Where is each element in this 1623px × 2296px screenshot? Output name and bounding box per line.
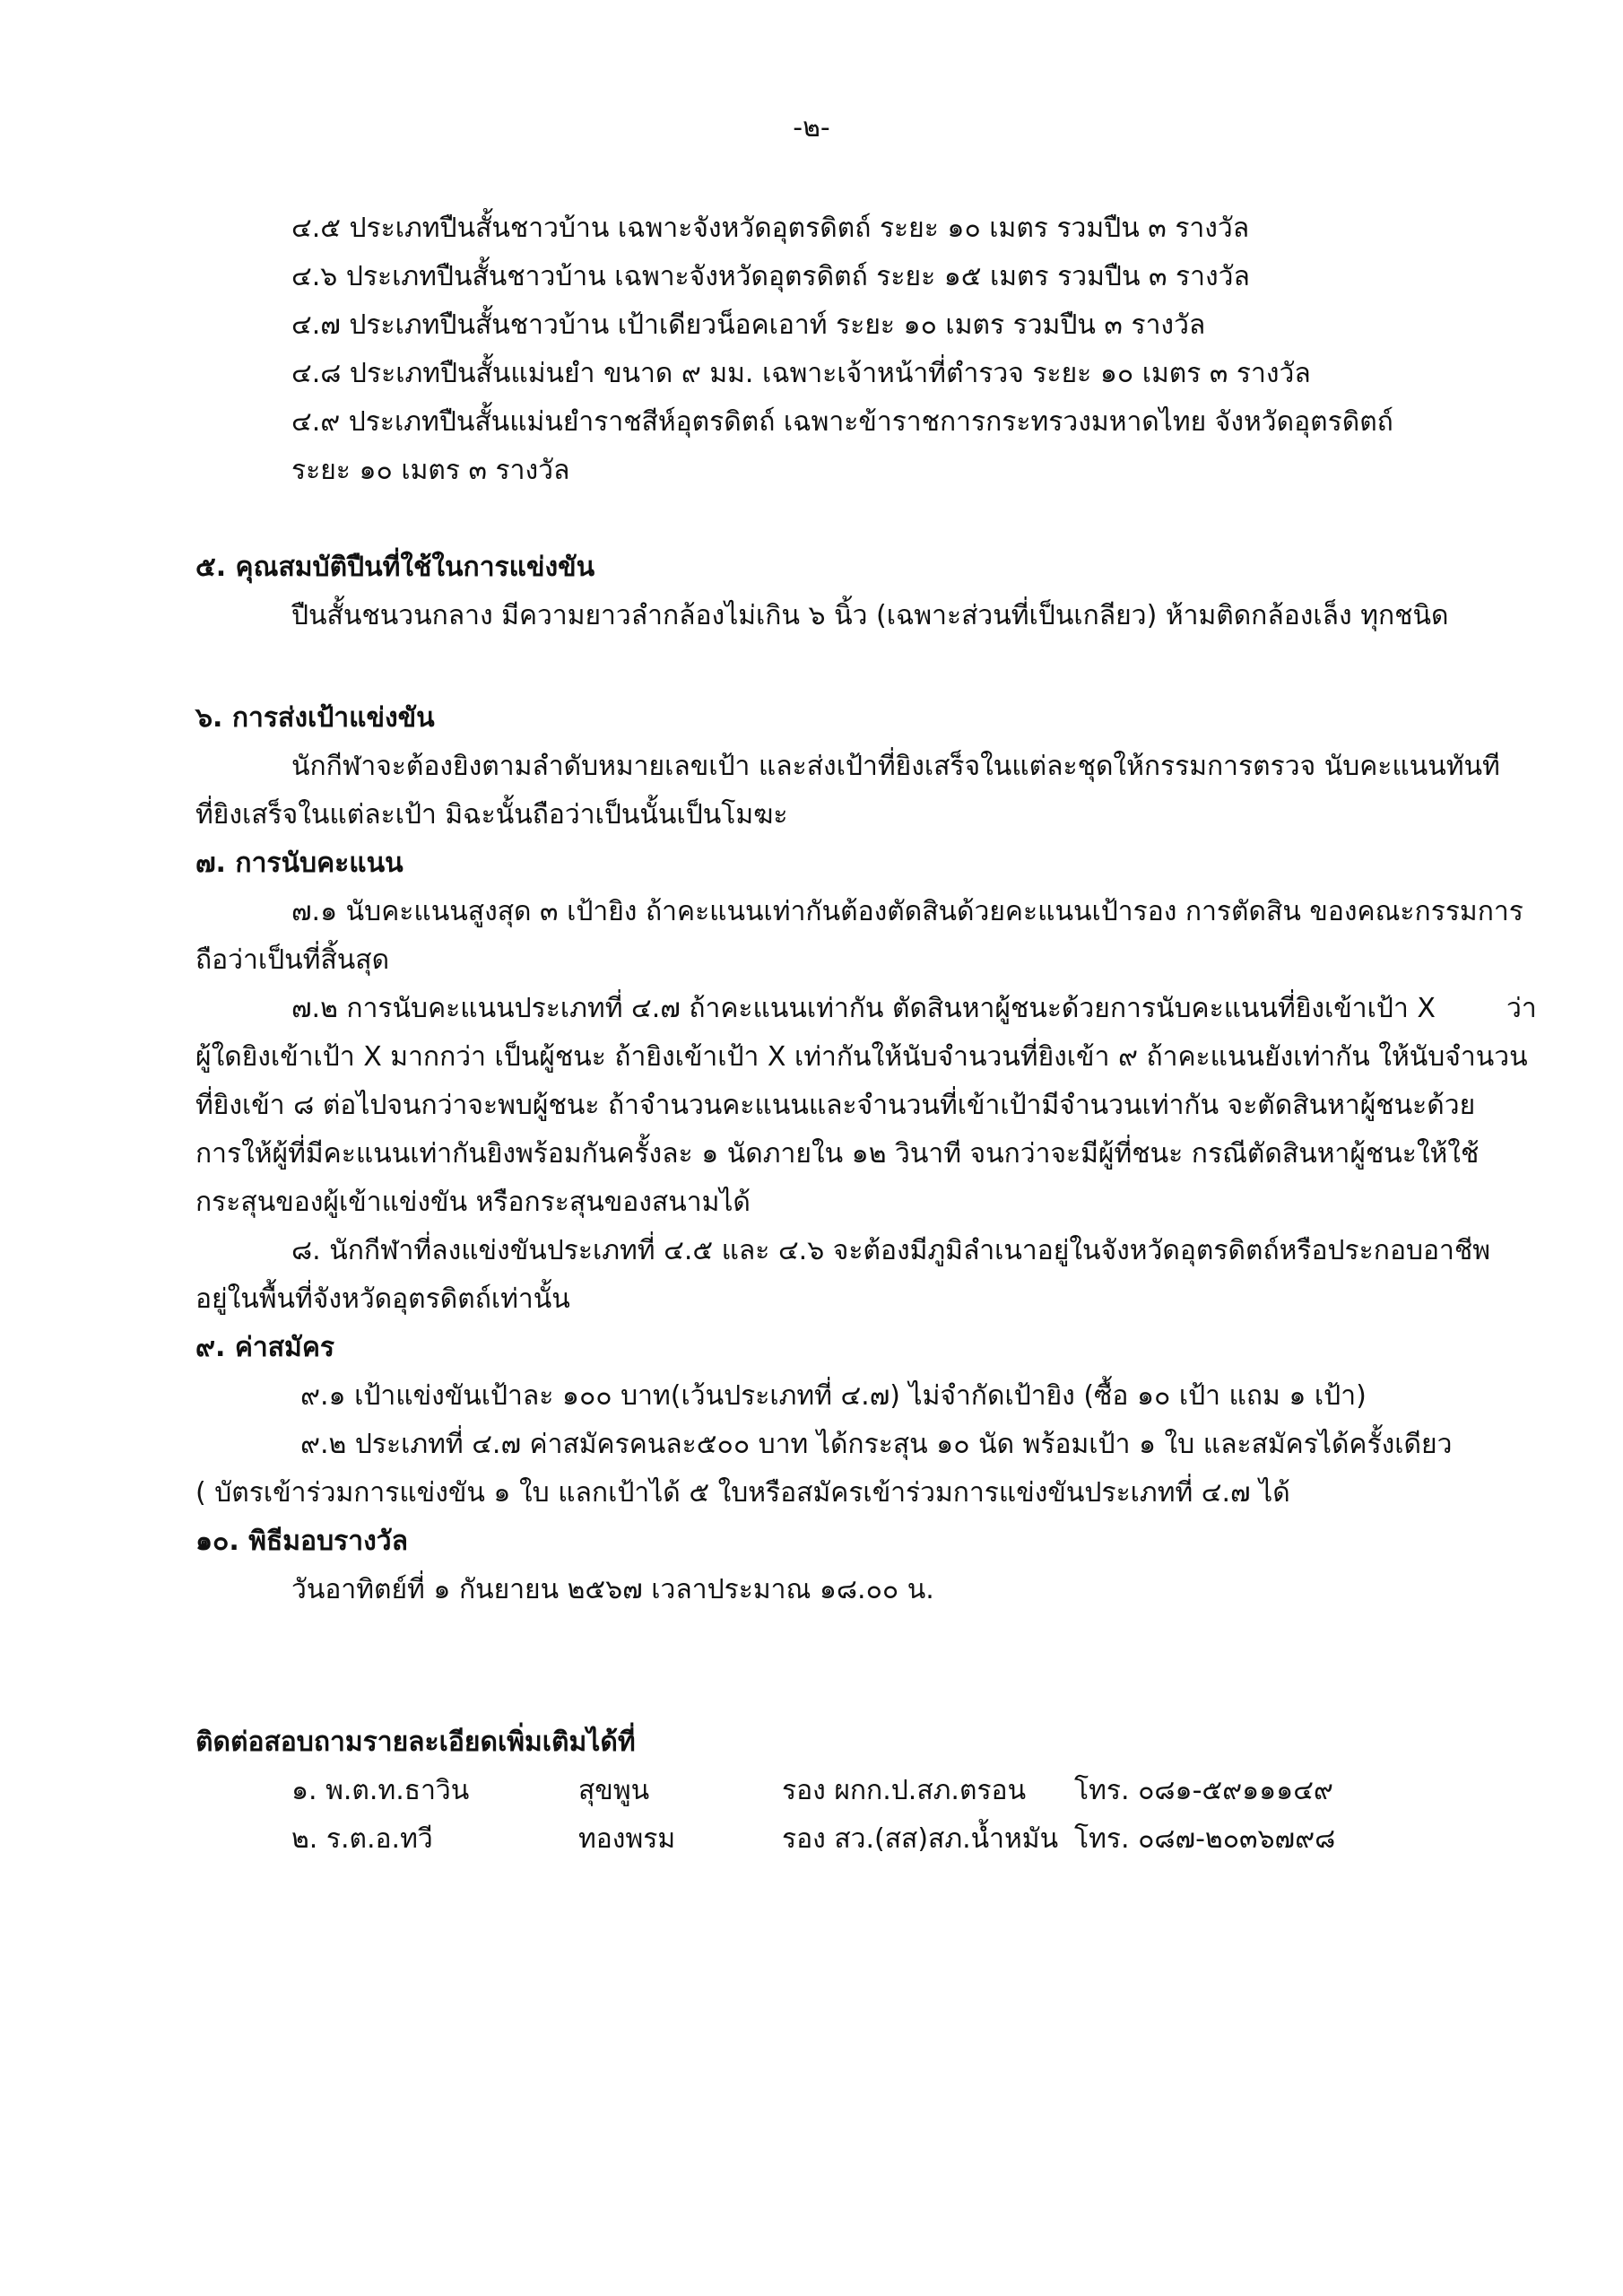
category-item-continued: ระยะ ๑๐ เมตร ๓ รางวัล (291, 455, 570, 486)
contact-surname: ทองพรม (578, 1823, 676, 1855)
section-5-heading: ๕. คุณสมบัติปืนที่ใช้ในการแข่งขัน (195, 552, 595, 583)
section-7-1-line: ถือว่าเป็นที่สิ้นสุด (195, 944, 390, 976)
section-10-heading: ๑๐. พิธีมอบรางวัล (195, 1526, 408, 1557)
section-8-line: อยู่ในพื้นที่จังหวัดอุตรดิตถ์เท่านั้น (195, 1283, 570, 1315)
section-9-line: ๙.๒ ประเภทที่ ๔.๗ ค่าสมัครคนละ๕๐๐ บาท ได้กระสุน ๑๐ นัด พร้อมเป้า ๑ ใบ และสมัครได้ครั้งเดียว (300, 1429, 1453, 1460)
section-7-heading: ๗. การนับคะแนน (195, 848, 404, 879)
section-10-body: วันอาทิตย์ที่ ๑ กันยายน ๒๕๖๗ เวลาประมาณ ๑๘.๐๐ น. (291, 1574, 934, 1605)
contact-name: ๑. พ.ต.ท.ธาวิน (291, 1775, 470, 1806)
section-6-line: นักกีฬาจะต้องยิงตามลำดับหมายเลขเป้า และส่งเป้าที่ยิงเสร็จในแต่ละชุดให้กรรมการตรวจ นับคะแนนทันที (291, 751, 1500, 782)
section-7-2-line: การให้ผู้ที่มีคะแนนเท่ากันยิงพร้อมกันครั้งละ ๑ นัดภายใน ๑๒ วินาที จนกว่าจะมีผู้ที่ชนะ กรณีตัดสินหาผู้ชนะให้ใช้ (195, 1138, 1480, 1170)
contact-phone: โทร. ๐๘๗-๒๐๓๖๗๙๘ (1074, 1823, 1336, 1855)
contact-position: รอง สว.(สส)สภ.น้ำหมัน (782, 1823, 1059, 1855)
contact-position: รอง ผกก.ป.สภ.ตรอน (782, 1775, 1027, 1806)
contact-phone: โทร. ๐๘๑-๕๙๑๑๑๔๙ (1074, 1775, 1333, 1806)
category-item: ๔.๙ ประเภทปืนสั้นแม่นยำราชสีห์อุตรดิตถ์ เฉพาะข้าราชการกระทรวงมหาดไทย จังหวัดอุตรดิตถ์ (291, 406, 1393, 438)
section-8-line: ๘. นักกีฬาที่ลงแข่งขันประเภทที่ ๔.๕ และ ๔.๖ จะต้องมีภูมิลำเนาอยู่ในจังหวัดอุตรดิตถ์หรือประกอบอาชีพ (291, 1235, 1491, 1266)
contact-heading: ติดต่อสอบถามรายละเอียดเพิ่มเติมได้ที่ (195, 1726, 636, 1758)
section-9-line: ๙.๑ เป้าแข่งขันเป้าละ ๑๐๐ บาท(เว้นประเภทที่ ๔.๗) ไม่จำกัดเป้ายิง (ซื้อ ๑๐ เป้า แถม ๑ เป้า) (300, 1380, 1367, 1412)
category-item: ๔.๕ ประเภทปืนสั้นชาวบ้าน เฉพาะจังหวัดอุตรดิตถ์ ระยะ ๑๐ เมตร รวมปืน ๓ รางวัล (291, 213, 1250, 244)
contact-surname: สุขพูน (578, 1775, 650, 1806)
section-7-2-line: ที่ยิงเข้า ๘ ต่อไปจนกว่าจะพบผู้ชนะ ถ้าจำนวนคะแนนและจำนวนที่เข้าเป้ามีจำนวนเท่ากัน จะตัดสินหาผู้ชนะด้วย (195, 1090, 1476, 1121)
page-number: -๒- (793, 112, 830, 144)
section-6-line: ที่ยิงเสร็จในแต่ละเป้า มิฉะนั้นถือว่าเป็นนั้นเป็นโมฆะ (195, 799, 788, 831)
section-7-2-line: ผู้ใดยิงเข้าเป้า X มากกว่า เป็นผู้ชนะ ถ้ายิงเข้าเป้า X เท่ากันให้นับจำนวนที่ยิงเข้า ๙ ถ้าคะแนนยังเท่ากัน ให้นับจำนวน (195, 1041, 1528, 1073)
section-5-body: ปืนสั้นชนวนกลาง มีความยาวลำกล้องไม่เกิน ๖ นิ้ว (เฉพาะส่วนที่เป็นเกลียว) ห้ามติดกล้องเล็ง ทุกชนิด (291, 600, 1449, 631)
category-item: ๔.๖ ประเภทปืนสั้นชาวบ้าน เฉพาะจังหวัดอุตรดิตถ์ ระยะ ๑๕ เมตร รวมปืน ๓ รางวัล (291, 261, 1250, 292)
section-7-2-line: ๗.๒ การนับคะแนนประเภทที่ ๔.๗ ถ้าคะแนนเท่ากัน ตัดสินหาผู้ชนะด้วยการนับคะแนนที่ยิงเข้าเป้า X (291, 993, 1436, 1024)
section-7-1-line: ๗.๑ นับคะแนนสูงสุด ๓ เป้ายิง ถ้าคะแนนเท่ากันต้องตัดสินด้วยคะแนนเป้ารอง การตัดสิน ของคณะกรรมการ (291, 896, 1523, 927)
section-7-2-line: กระสุนของผู้เข้าแข่งขัน หรือกระสุนของสนามได้ (195, 1187, 751, 1218)
section-9-line: ( บัตรเข้าร่วมการแข่งขัน ๑ ใบ แลกเป้าได้ ๕ ใบหรือสมัครเข้าร่วมการแข่งขันประเภทที่ ๔.๗ ได้ (195, 1477, 1290, 1509)
section-7-2-line-end: ว่า (1506, 993, 1537, 1024)
category-item: ๔.๗ ประเภทปืนสั้นชาวบ้าน เป้าเดียวน็อคเอาท์ ระยะ ๑๐ เมตร รวมปืน ๓ รางวัล (291, 309, 1206, 341)
section-6-heading: ๖. การส่งเป้าแข่งขัน (195, 702, 435, 734)
category-item: ๔.๘ ประเภทปืนสั้นแม่นยำ ขนาด ๙ มม. เฉพาะเจ้าหน้าที่ตำรวจ ระยะ ๑๐ เมตร ๓ รางวัล (291, 358, 1311, 389)
contact-name: ๒. ร.ต.อ.ทวี (291, 1823, 433, 1855)
section-9-heading: ๙. ค่าสมัคร (195, 1332, 334, 1363)
